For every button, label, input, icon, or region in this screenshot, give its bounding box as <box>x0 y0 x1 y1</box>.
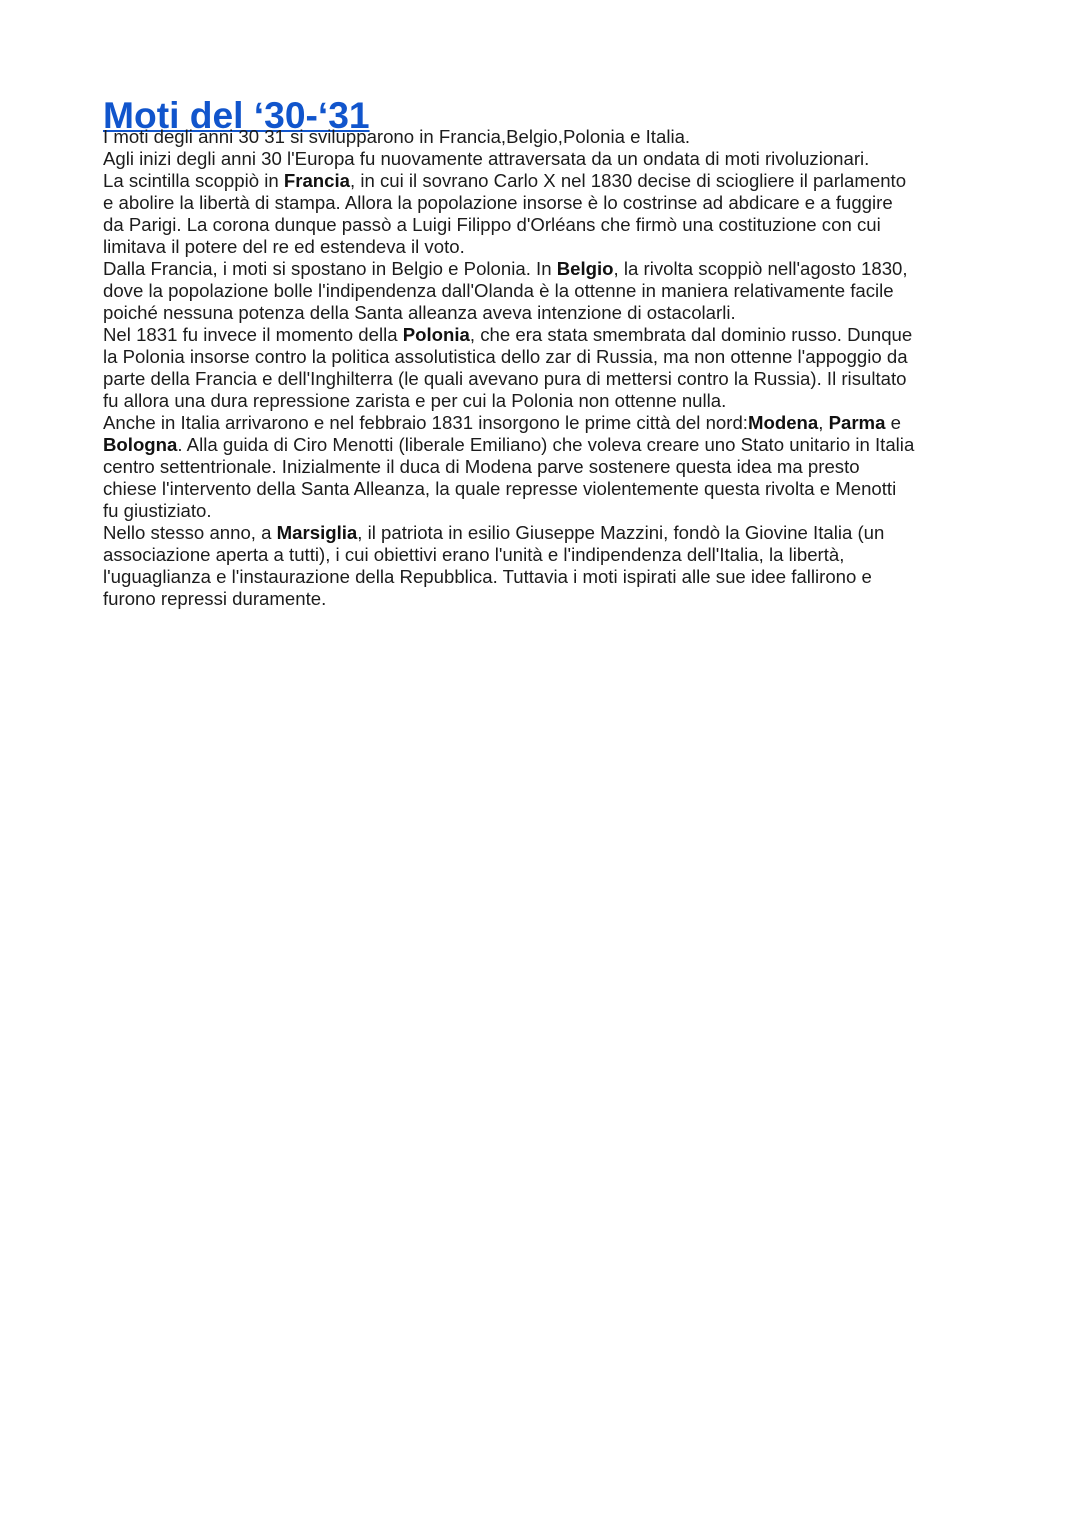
text-line <box>103 500 993 522</box>
text-segment: , la rivolta scoppiò nell'agosto 1830, <box>613 258 908 279</box>
text-segment: limitava il potere del re ed estendeva il voto. <box>103 236 465 257</box>
text-segment: poiché nessuna potenza della Santa alleanza aveva intenzione di ostacolarli. <box>103 302 736 323</box>
text-line <box>103 346 993 368</box>
text-segment: associazione aperta a tutti), i cui obiettivi erano l'unità e l'indipendenza dell'Italia, la libertà, <box>103 544 845 565</box>
text-segment: l'uguaglianza e l'instaurazione della Repubblica. Tuttavia i moti ispirati alle sue idee fallirono e <box>103 566 872 587</box>
title-line <box>103 94 993 136</box>
text-segment: Nel 1831 fu invece il momento della <box>103 324 403 345</box>
text-line <box>103 236 993 258</box>
text-line <box>103 170 993 192</box>
text-segment: , che era stata smembrata dal dominio russo. Dunque <box>469 324 913 345</box>
text-line <box>103 214 993 236</box>
document-body <box>103 94 993 610</box>
bold-term: Francia <box>283 170 351 191</box>
text-segment: La scintilla scoppiò in <box>103 170 284 191</box>
bold-term: Polonia <box>402 324 470 345</box>
text-segment: fu allora una dura repressione zarista e per cui la Polonia non ottenne nulla. <box>103 390 727 411</box>
text-line <box>103 192 993 214</box>
text-segment: furono repressi duramente. <box>103 588 327 609</box>
text-segment: fu giustiziato. <box>103 500 212 521</box>
text-segment: . Alla guida di Ciro Menotti (liberale Emiliano) che voleva creare uno Stato unitario in Italia <box>177 434 915 455</box>
bold-term: Belgio <box>556 258 614 279</box>
text-segment: centro settentrionale. Inizialmente il duca di Modena parve sostenere questa idea ma presto <box>103 456 860 477</box>
text-line <box>103 478 993 500</box>
text-line <box>103 412 993 434</box>
text-line <box>103 390 993 412</box>
text-segment: , in cui il sovrano Carlo X nel 1830 decise di sciogliere il parlamento <box>350 170 907 191</box>
text-segment: I moti degli anni 30 31 si svilupparono in Francia,Belgio,Polonia e Italia. <box>103 126 691 147</box>
text-line <box>103 522 993 544</box>
text-segment: la Polonia insorse contro la politica assolutistica dello zar di Russia, ma non ottenne l'appoggio da <box>103 346 908 367</box>
text-segment: chiese l'intervento della Santa Alleanza, la quale represse violentemente questa rivolta e Menotti <box>103 478 897 499</box>
text-line <box>103 126 993 148</box>
text-segment: parte della Francia e dell'Inghilterra (le quali avevano pura di mettersi contro la Russia). Il risultato <box>103 368 907 389</box>
text-segment: Anche in Italia arrivarono e nel febbraio 1831 insorgono le prime città del nord: <box>103 412 748 433</box>
text-segment: e <box>885 412 901 433</box>
text-line <box>103 148 993 170</box>
text-line <box>103 258 993 280</box>
text-segment: dove la popolazione bolle l'indipendenza dall'Olanda è la ottenne in maniera relativamente facile <box>103 280 894 301</box>
text-segment: , il patriota in esilio Giuseppe Mazzini, fondò la Giovine Italia (un <box>357 522 885 543</box>
text-line <box>103 302 993 324</box>
bold-term: Modena <box>747 412 819 433</box>
paragraph-text <box>103 126 993 610</box>
text-line <box>103 456 993 478</box>
bold-term: Bologna <box>103 434 178 455</box>
document-title: Moti del ‘30-‘31 <box>103 94 370 136</box>
text-line <box>103 434 993 456</box>
text-segment: e abolire la libertà di stampa. Allora la popolazione insorse è lo costrinse ad abdicare e a fuggire <box>103 192 893 213</box>
text-line <box>103 588 993 610</box>
text-segment: , <box>818 412 829 433</box>
text-segment: Dalla Francia, i moti si spostano in Belgio e Polonia. In <box>103 258 557 279</box>
text-line <box>103 324 993 346</box>
text-line <box>103 368 993 390</box>
text-segment: Nello stesso anno, a <box>103 522 277 543</box>
text-segment: da Parigi. La corona dunque passò a Luigi Filippo d'Orléans che firmò una costituzione con cui <box>103 214 881 235</box>
text-line <box>103 544 993 566</box>
text-line <box>103 280 993 302</box>
bold-term: Parma <box>828 412 886 433</box>
bold-term: Marsiglia <box>276 522 358 543</box>
text-line <box>103 566 993 588</box>
text-segment: Agli inizi degli anni 30 l'Europa fu nuovamente attraversata da un ondata di moti rivoluzionari. <box>103 148 870 169</box>
